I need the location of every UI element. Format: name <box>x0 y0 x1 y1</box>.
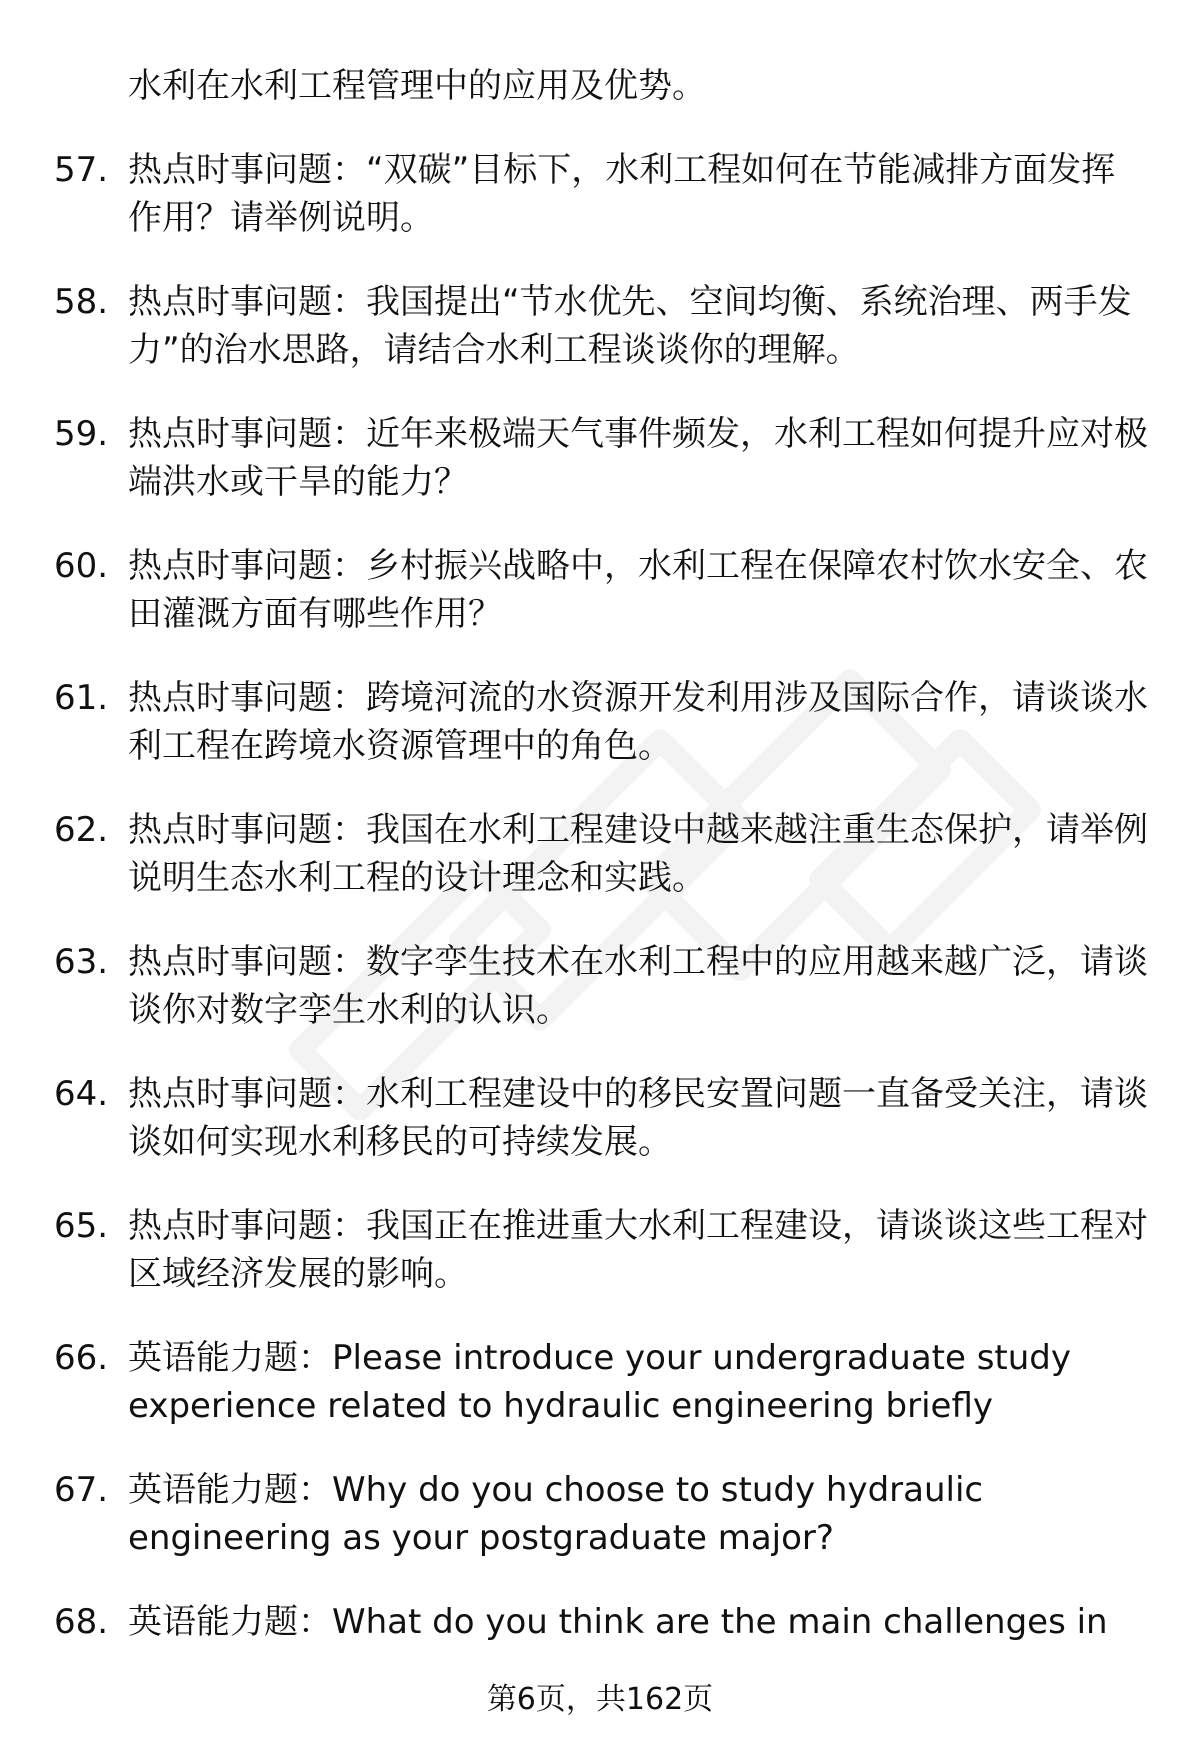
question-item <box>54 542 1148 638</box>
question-number: 68. <box>54 1602 109 1642</box>
page-footer: 第6页，共162页 <box>486 1682 714 1717</box>
question-item <box>54 806 1148 902</box>
question-text: 热点时事问题：水利工程建设中的移民安置问题一直备受关注，请谈谈如何实现水利移民的可持续发展。 <box>128 1074 1148 1162</box>
question-item <box>54 1466 1148 1562</box>
question-text: 热点时事问题：数字孪生技术在水利工程中的应用越来越广泛，请谈谈你对数字孪生水利的认识。 <box>128 942 1148 1030</box>
question-text: 英语能力题：Please introduce your undergraduate study experience related to hydraulic engineering briefly <box>128 1338 1072 1426</box>
question-text: 热点时事问题：我国正在推进重大水利工程建设，请谈谈这些工程对区域经济发展的影响。 <box>128 1206 1148 1294</box>
question-text: 热点时事问题：我国在水利工程建设中越来越注重生态保护，请举例说明生态水利工程的设计理念和实践。 <box>128 810 1148 898</box>
question-text: 英语能力题：What do you think are the main challenges in <box>128 1602 1108 1642</box>
question-number: 58. <box>54 282 109 322</box>
question-item <box>54 1334 1148 1430</box>
continuation-text: 水利在水利工程管理中的应用及优势。 <box>128 66 706 106</box>
question-number: 61. <box>54 678 109 718</box>
question-item <box>54 278 1148 374</box>
question-item <box>54 146 1148 242</box>
question-number: 59. <box>54 414 109 454</box>
question-item <box>54 674 1148 770</box>
question-number: 60. <box>54 546 109 586</box>
question-number: 65. <box>54 1206 109 1246</box>
question-number: 62. <box>54 810 109 850</box>
question-number: 66. <box>54 1338 109 1378</box>
question-number: 64. <box>54 1074 109 1114</box>
question-text: 热点时事问题：近年来极端天气事件频发，水利工程如何提升应对极端洪水或干旱的能力？ <box>128 414 1148 502</box>
question-item <box>54 1070 1148 1166</box>
question-number: 57. <box>54 150 109 190</box>
question-item <box>54 1598 1148 1646</box>
question-text: 热点时事问题：“双碳”目标下，水利工程如何在节能减排方面发挥作用？请举例说明。 <box>128 150 1116 238</box>
question-text: 英语能力题：Why do you choose to study hydraulic engineering as your postgraduate major? <box>128 1470 984 1558</box>
question-text: 热点时事问题：我国提出“节水优先、空间均衡、系统治理、两手发力”的治水思路，请结合水利工程谈谈你的理解。 <box>128 282 1132 370</box>
question-text: 热点时事问题：乡村振兴战略中，水利工程在保障农村饮水安全、农田灌溉方面有哪些作用？ <box>128 546 1148 634</box>
document-content <box>0 62 1200 1682</box>
question-item <box>54 410 1148 506</box>
question-item <box>54 1202 1148 1298</box>
question-number: 63. <box>54 942 109 982</box>
question-number: 67. <box>54 1470 109 1510</box>
question-item <box>54 938 1148 1034</box>
question-text: 热点时事问题：跨境河流的水资源开发利用涉及国际合作，请谈谈水利工程在跨境水资源管理中的角色。 <box>128 678 1148 766</box>
